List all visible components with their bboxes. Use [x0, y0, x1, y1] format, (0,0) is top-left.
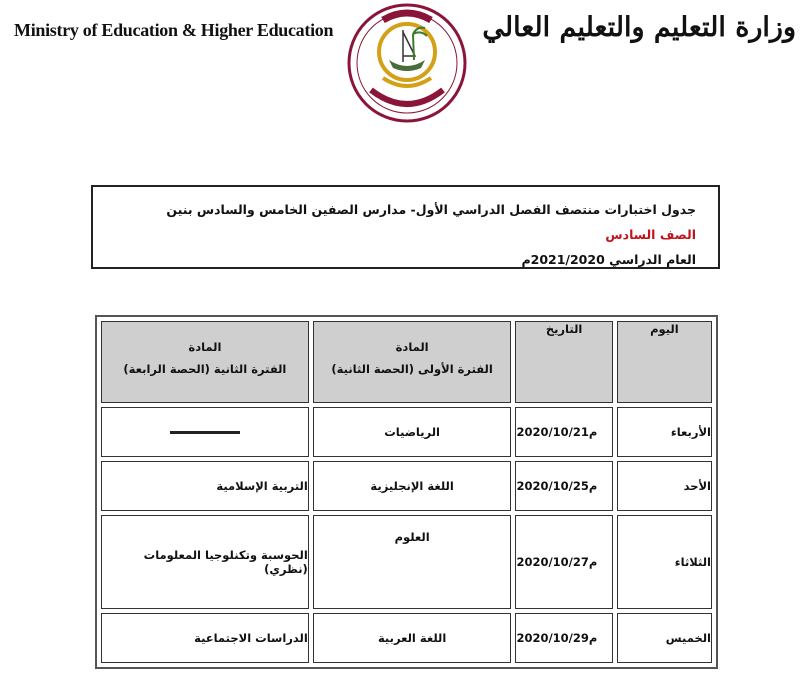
no-exam-dash	[170, 431, 240, 434]
cell-period2: التربية الإسلامية	[101, 461, 309, 511]
header-date: التاريخ	[515, 321, 612, 403]
cell-period1: العلوم	[313, 515, 512, 609]
cell-date: 2020/10/21م	[515, 407, 612, 457]
cell-day: الأربعاء	[617, 407, 712, 457]
table-row	[101, 515, 712, 609]
cell-period1: اللغة الإنجليزية	[313, 461, 512, 511]
table-row	[101, 613, 712, 663]
ministry-name-arabic: وزارة التعليم والتعليم العالي	[482, 12, 796, 43]
cell-day: الأحد	[617, 461, 712, 511]
header-period2: المادة الفترة الثانية (الحصة الرابعة)	[101, 321, 309, 403]
exam-schedule-table	[95, 315, 718, 669]
cell-date: 2020/10/25م	[515, 461, 612, 511]
cell-period1: الرياضيات	[313, 407, 512, 457]
cell-date: 2020/10/29م	[515, 613, 612, 663]
cell-period1: اللغة العربية	[313, 613, 512, 663]
cell-day: الثلاثاء	[617, 515, 712, 609]
schedule-title-box	[91, 185, 720, 269]
cell-period2: الدراسات الاجتماعية	[101, 613, 309, 663]
schedule-title: جدول اختبارات منتصف الفصل الدراسي الأول- مدارس الصفين الخامس والسادس بنين	[166, 202, 696, 217]
cell-day: الخميس	[617, 613, 712, 663]
cell-date: 2020/10/27م	[515, 515, 612, 609]
header-period1: المادة الفترة الأولى (الحصة الثانية)	[313, 321, 512, 403]
table-row	[101, 407, 712, 457]
ministry-name-english: Ministry of Education & Higher Education	[14, 20, 334, 40]
table-row	[101, 461, 712, 511]
table-header-row	[101, 321, 712, 403]
grade-label: الصف السادس	[605, 227, 696, 242]
cell-period2: الحوسبة وتكنلوجيا المعلومات (نظري)	[101, 515, 309, 609]
qatar-emblem-logo	[343, 0, 471, 126]
header-day: اليوم	[617, 321, 712, 403]
cell-period2-empty	[101, 407, 309, 457]
academic-year: العام الدراسي 2021/2020م	[521, 252, 696, 267]
